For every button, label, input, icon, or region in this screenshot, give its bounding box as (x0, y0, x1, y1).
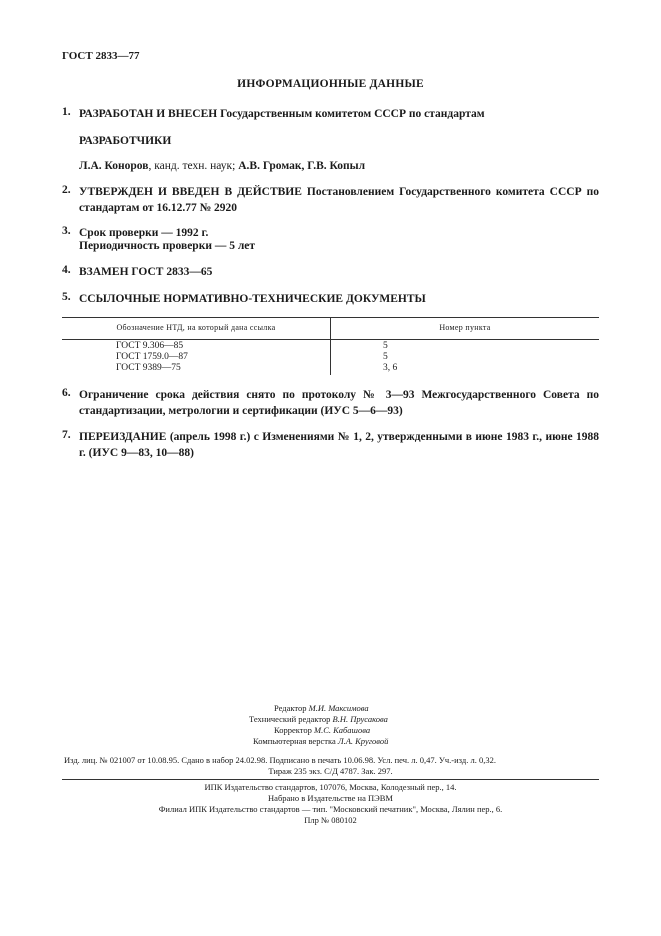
references-heading: ССЫЛОЧНЫЕ НОРМАТИВНО-ТЕХНИЧЕСКИЕ ДОКУМЕНТЫ (79, 293, 426, 305)
imprint-tech-editor: Технический редактор В.Н. Прусакова (249, 714, 388, 724)
table-cell-doc: ГОСТ 1759.0—87 (116, 352, 188, 362)
typeset-note: Набрано в Издательстве на ПЭВМ (268, 793, 393, 803)
printer-license: Плр № 080102 (304, 815, 357, 825)
table-cell-clause: 3, 6 (383, 363, 398, 373)
printer-branch: Филиал ИПК Издательство стандартов — тип. "Московский печатник", Москва, Лялин пер., 6. (158, 804, 503, 814)
publisher-address: ИПК Издательство стандартов, 107076, Москва, Колодезный пер., 14. (204, 782, 457, 792)
table-cell-clause: 5 (383, 352, 388, 362)
table-cell-clause: 5 (383, 341, 388, 351)
authors-line (79, 158, 599, 174)
author-primary: Л.А. Коноров (79, 160, 149, 172)
imprint-editor: Редактор М.И. Максимова (274, 703, 369, 713)
table-cell-doc: ГОСТ 9389—75 (116, 363, 181, 373)
review-frequency-line: Периодичность проверки — 5 лет (79, 240, 256, 252)
imprint-print-data: Изд. лиц. № 021007 от 10.08.95. Сдано в набор 24.02.98. Подписано в печать 10.06.98. Усл. печ. л. 0,47. Уч.-изд. л. 0,32. (64, 755, 496, 765)
imprint-rule (62, 779, 599, 780)
table-cell-doc: ГОСТ 9.306—85 (116, 341, 184, 351)
item-number: 4. (62, 264, 71, 276)
imprint-corrector: Корректор М.С. Кабашова (274, 725, 371, 735)
item-number: 1. (62, 106, 71, 118)
developers-heading: РАЗРАБОТЧИКИ (79, 135, 172, 147)
item-2-text (79, 184, 599, 216)
item-number: 7. (62, 429, 71, 441)
table-header-doc: Обозначение НТД, на который дана ссылка (116, 323, 276, 332)
item-6-text: Ограничение срока действия снято по протоколу № 3—93 Межгосударственного Совета по стандартизации, метрологии и сертификации (ИУС 5—6—93) (79, 389, 599, 417)
table-header-clause: Номер пункта (439, 323, 491, 332)
item-2-lead: УТВЕРЖДЕН И ВВЕДЕН В ДЕЙСТВИЕ (79, 186, 302, 198)
item-1-rest: Государственным комитетом СССР по стандартам (217, 108, 485, 120)
item-number: 3. (62, 225, 71, 237)
item-number: 6. (62, 387, 71, 399)
document-code: ГОСТ 2833—77 (62, 50, 140, 62)
item-number: 5. (62, 291, 71, 303)
item-number: 2. (62, 184, 71, 196)
author-degree: , канд. техн. наук; (148, 160, 239, 172)
imprint-circulation: Тираж 235 экз. С/Д 4787. Зак. 297. (268, 766, 393, 776)
replaces-line: ВЗАМЕН ГОСТ 2833—65 (79, 266, 213, 278)
item-1-text (79, 106, 599, 122)
page-title: ИНФОРМАЦИОННЫЕ ДАННЫЕ (237, 78, 424, 90)
author-others: А.В. Громак, Г.В. Копыл (238, 160, 366, 172)
review-period-line: Срок проверки — 1992 г. (79, 227, 209, 239)
imprint-layout: Компьютерная верстка Л.А. Круговой (253, 736, 389, 746)
item-7-text: ПЕРЕИЗДАНИЕ (апрель 1998 г.) с Изменениями № 1, 2, утвержденными в июне 1983 г., июне 1988 г. (ИУС 9—83, 10—88) (79, 431, 599, 459)
item-2-rest: Постановлением Государственного комитета СССР по стандартам от 16.12.77 № 2920 (79, 186, 599, 214)
item-1-lead: РАЗРАБОТАН И ВНЕСЕН (79, 108, 218, 120)
